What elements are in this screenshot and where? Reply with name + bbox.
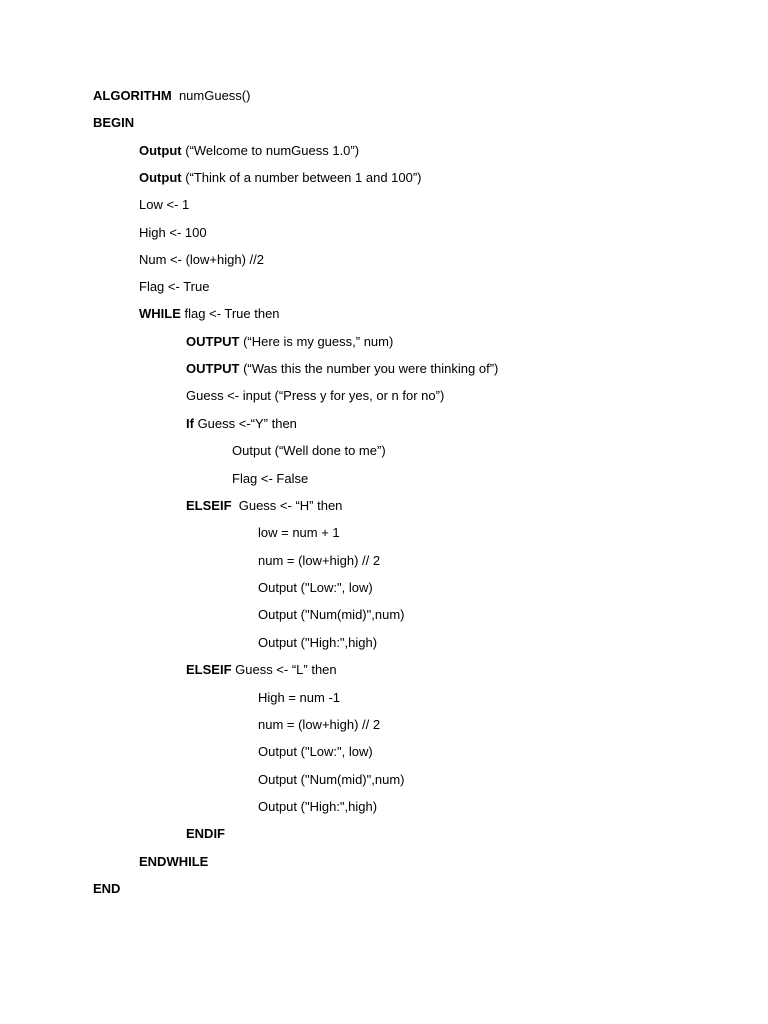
keyword: ELSEIF [186,498,232,513]
line-text: Output (“Well done to me”) [232,443,386,458]
keyword: Output [139,170,182,185]
code-line [258,607,404,623]
code-line-endif [186,826,225,842]
line-text: numGuess() [171,88,251,103]
code-line [139,225,207,241]
code-line [258,553,380,569]
code-line-elseif [186,662,337,678]
code-line-if [186,416,297,432]
keyword: ELSEIF [186,662,232,677]
code-line [139,170,422,186]
line-text: High = num -1 [258,690,341,705]
keyword: BEGIN [93,115,135,130]
line-text: (“Here is my guess,” num) [239,334,394,349]
line-text: Guess <- “H” then [231,498,343,513]
code-line [232,443,386,459]
line-text: Guess <- input (“Press y for yes, or n for no”) [186,388,445,403]
code-line-endwhile [139,854,208,870]
code-line-end [93,881,120,897]
code-line [232,471,308,487]
code-line [139,197,189,213]
code-line [258,635,377,651]
keyword: If [186,416,194,431]
keyword: ENDIF [186,826,225,841]
code-line [258,744,373,760]
line-text: Guess <-“Y” then [193,416,297,431]
code-line [139,279,209,295]
code-line [139,252,264,268]
code-line-elseif [186,498,342,514]
code-line-begin [93,115,134,131]
code-line [139,143,359,159]
code-line [258,525,340,541]
line-text: Flag <- False [232,471,309,486]
line-text: Flag <- True [139,279,210,294]
line-text: Output ("Low:", low) [258,744,373,759]
keyword: Output [139,143,182,158]
line-text: (“Was this the number you were thinking of”) [239,361,499,376]
line-text: (“Think of a number between 1 and 100”) [181,170,422,185]
code-line [186,334,393,350]
keyword: END [93,881,121,896]
line-text: flag <- True then [180,306,280,321]
keyword: OUTPUT [186,361,240,376]
code-line [258,717,380,733]
line-text: Guess <- “L” then [231,662,337,677]
keyword: ALGORITHM [93,88,172,103]
line-text: Output ("High:",high) [258,635,378,650]
line-text: num = (low+high) // 2 [258,553,381,568]
code-line [258,690,340,706]
line-text: Output ("Num(mid)",num) [258,772,405,787]
code-line [258,799,377,815]
keyword: OUTPUT [186,334,240,349]
code-line [186,388,444,404]
line-text: low = num + 1 [258,525,340,540]
line-text: Low <- 1 [139,197,190,212]
line-text: (“Welcome to numGuess 1.0”) [181,143,360,158]
code-line [258,772,404,788]
code-line-algorithm [93,88,250,104]
line-text: High <- 100 [139,225,207,240]
line-text: Output ("High:",high) [258,799,378,814]
line-text: Num <- (low+high) //2 [139,252,264,267]
code-line [186,361,498,377]
keyword: ENDWHILE [139,854,209,869]
code-line [258,580,373,596]
code-line-while [139,306,280,322]
keyword: WHILE [139,306,181,321]
line-text: Output ("Low:", low) [258,580,373,595]
line-text: Output ("Num(mid)",num) [258,607,405,622]
line-text: num = (low+high) // 2 [258,717,381,732]
